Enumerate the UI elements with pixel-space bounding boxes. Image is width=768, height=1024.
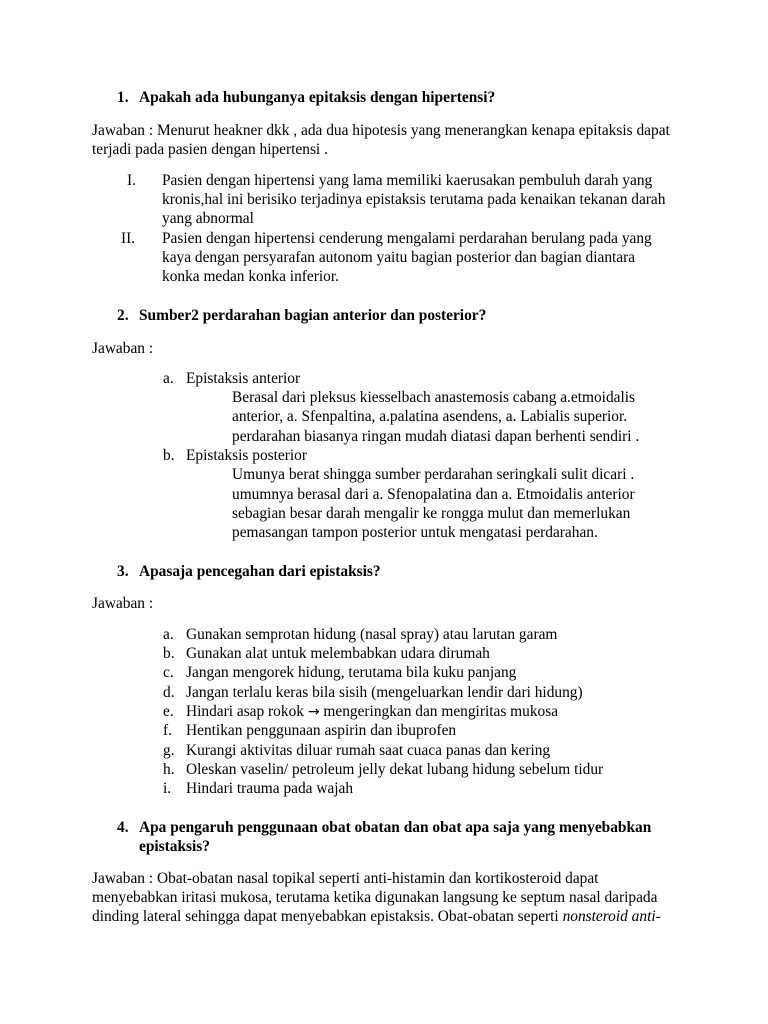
question-text: Sumber2 perdarahan bagian anterior dan posterior? xyxy=(139,307,487,324)
roman-marker: I. xyxy=(127,172,136,189)
list-marker: b. xyxy=(163,645,175,662)
question-text-continued: epistaksis? xyxy=(139,838,210,855)
list-item-text xyxy=(186,702,558,723)
list-marker: h. xyxy=(163,761,175,778)
question-text: Apa pengaruh penggunaan obat obatan dan obat apa saja yang menyebabkan xyxy=(139,819,652,836)
list-item-title: Epistaksis posterior xyxy=(186,447,307,464)
list-line: Pasien dengan hipertensi yang lama memiliki kaerusakan pembuluh darah yang xyxy=(162,172,653,189)
answer-line: terjadi pada pasien dengan hipertensi . xyxy=(92,141,328,158)
list-line: umumnya berasal dari a. Sfenopalatina dan a. Etmoidalis anterior xyxy=(232,486,635,503)
question-number: 1. xyxy=(117,89,129,106)
list-marker: a. xyxy=(163,626,174,643)
list-marker: e. xyxy=(163,703,174,720)
roman-marker: II. xyxy=(121,230,136,247)
list-marker: a. xyxy=(163,370,174,387)
list-line: pemasangan tampon posterior untuk mengatasi perdarahan. xyxy=(232,524,598,541)
answer-line: menyebabkan iritasi mukosa, terutama ketika digunakan langsung ke septum nasal daripada xyxy=(92,889,658,906)
list-item-text: Kurangi aktivitas diluar rumah saat cuaca panas dan kering xyxy=(186,742,551,759)
list-line: Pasien dengan hipertensi cenderung mengalami perdarahan berulang pada yang xyxy=(162,230,652,247)
list-marker: d. xyxy=(163,684,175,701)
list-line: perdarahan biasanya ringan mudah diatasi dapan berhenti sendiri . xyxy=(232,428,640,445)
list-line: kronis,hal ini berisiko terjadinya epistaksis terutama pada kenaikan tekanan darah xyxy=(162,191,666,208)
list-item-text: Jangan mengorek hidung, terutama bila kuku panjang xyxy=(186,664,517,681)
list-item-text-part: Hindari asap rokok xyxy=(186,703,308,720)
answer-label: Jawaban : xyxy=(92,340,154,357)
question-3 xyxy=(117,562,381,582)
list-marker: i. xyxy=(163,780,172,797)
list-item-text: Hentikan penggunaan aspirin dan ibuprofen xyxy=(186,722,457,739)
question-1 xyxy=(117,88,495,108)
answer-label: Jawaban : xyxy=(92,595,154,612)
question-number: 2. xyxy=(117,307,129,324)
list-line: sebagian besar darah mengalir ke rongga mulut dan memerlukan xyxy=(232,505,631,522)
question-number: 4. xyxy=(117,819,129,836)
list-marker: f. xyxy=(163,722,172,739)
question-2 xyxy=(117,306,486,326)
list-item-text: Gunakan alat untuk melembabkan udara dirumah xyxy=(186,645,490,662)
question-text: Apakah ada hubunganya epitaksis dengan hipertensi? xyxy=(139,89,496,106)
answer-line: Jawaban : Menurut heakner dkk , ada dua hipotesis yang menerangkan kenapa epitaksis dapat xyxy=(92,122,670,139)
list-marker: b. xyxy=(163,447,175,464)
list-line: Umunya berat shingga sumber perdarahan seringkali sulit dicari . xyxy=(232,466,635,483)
list-line: kaya dengan persyarafan autonom yaitu bagian posterior dan bagian diantara xyxy=(162,249,636,266)
list-line: konka medan konka inferior. xyxy=(162,268,339,285)
question-text: Apasaja pencegahan dari epistaksis? xyxy=(139,563,381,580)
answer-text: dinding lateral sehingga dapat menyebabkan epistaksis. Obat-obatan seperti xyxy=(92,908,563,925)
right-arrow-icon: → xyxy=(307,704,320,720)
list-marker: c. xyxy=(163,664,174,681)
question-number: 3. xyxy=(117,563,129,580)
answer-line: Jawaban : Obat-obatan nasal topikal seperti anti-histamin dan kortikosteroid dapat xyxy=(92,870,599,887)
list-item-text: Jangan terlalu keras bila sisih (mengeluarkan lendir dari hidung) xyxy=(186,684,583,701)
list-marker: g. xyxy=(163,742,175,759)
list-item-text-part: mengeringkan dan mengiritas mukosa xyxy=(319,703,559,720)
list-item-title: Epistaksis anterior xyxy=(186,370,301,387)
list-line: anterior, a. Sfenpaltina, a.palatina asendens, a. Labialis superior. xyxy=(232,408,628,425)
list-item-text: Gunakan semprotan hidung (nasal spray) atau larutan garam xyxy=(186,626,558,643)
list-item-text: Hindari trauma pada wajah xyxy=(186,780,354,797)
answer-line xyxy=(92,907,661,927)
list-line: Berasal dari pleksus kiesselbach anastemosis cabang a.etmoidalis xyxy=(232,389,636,406)
question-4 xyxy=(117,818,651,838)
list-item-text: Oleskan vaselin/ petroleum jelly dekat lubang hidung sebelum tidur xyxy=(186,761,604,778)
list-line: yang abnormal xyxy=(162,210,254,227)
answer-text-italic: nonsteroid anti- xyxy=(562,908,661,925)
